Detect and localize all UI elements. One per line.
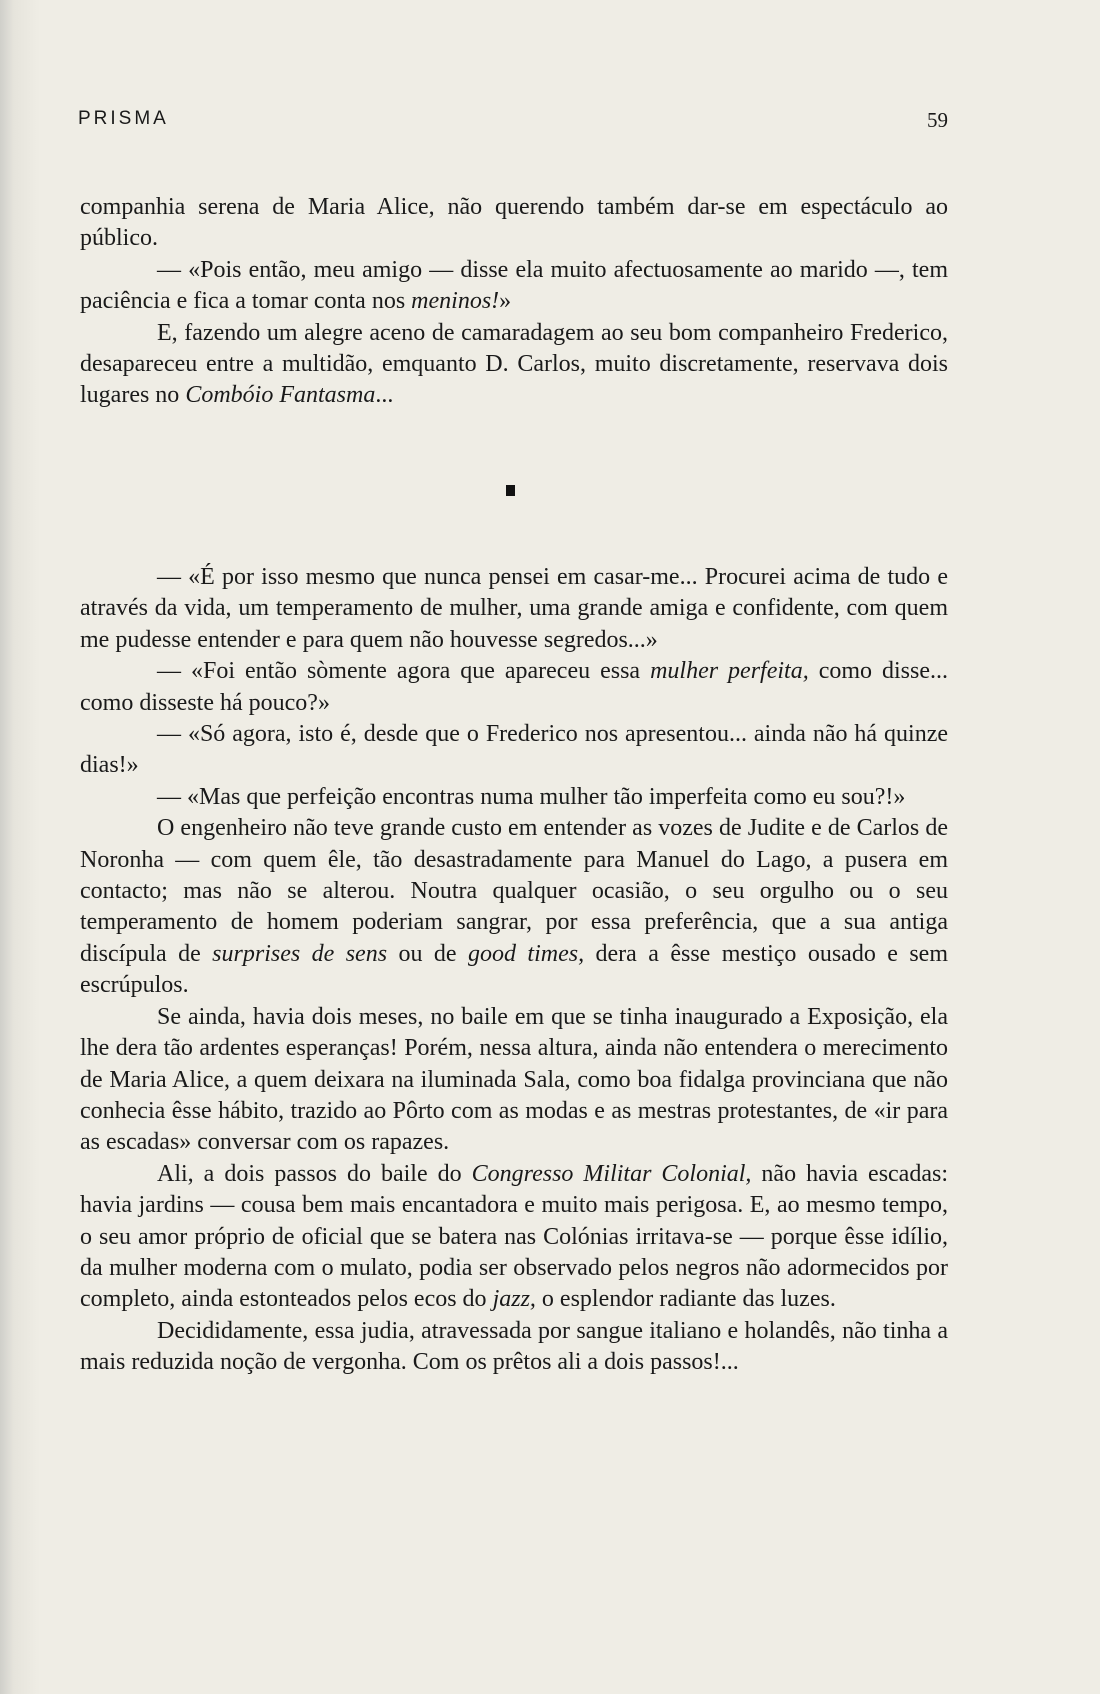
paragraph (80, 255, 948, 318)
text-block-lower (80, 562, 948, 1379)
paragraph (80, 318, 948, 412)
paragraph (80, 1002, 948, 1159)
page-number: 59 (927, 108, 948, 132)
text-run: como disse... como disseste há pouco?» (80, 658, 949, 716)
text-run: — «Só agora, isto é, desde que o Frederico nos apresentou... ainda não há quinze dias!» (80, 721, 948, 779)
text-run: — «Foi então sòmente agora que apareceu essa (157, 658, 651, 685)
text-run: » (499, 288, 512, 315)
italic-text-run: jazz, (492, 1286, 536, 1313)
text-run: O engenheiro não teve grande custo em entender as vozes de Judite e de Carlos de Noronha — com quem êle, tão desastradamente para Manuel do Lago, a pusera em contacto; mas não se alterou. Noutra qualquer ocasião, o seu orgulho ou o seu temperamento de homem poderiam sangrar, por essa preferência, que a sua antiga discípula de (80, 815, 948, 967)
paragraph (80, 719, 948, 782)
text-run: ... (375, 382, 394, 409)
text-run: Ali, a dois passos do baile do (157, 1160, 472, 1187)
italic-text-run: surprises de sens (212, 940, 388, 967)
text-run: dera a êsse mestiço ousado e sem escrúpulos. (80, 940, 948, 999)
paragraph (80, 1159, 948, 1316)
paragraph (80, 1316, 948, 1379)
paragraph (80, 192, 948, 255)
text-run: — «É por isso mesmo que nunca pensei em casar-me... Procurei acima de tudo e através da vida, um temperamento de mulher, uma grande amiga e confidente, com quem me pudesse entender e para quem não houvesse segredos...» (80, 564, 948, 653)
paragraph (80, 782, 948, 813)
italic-text-run: meninos! (411, 288, 500, 315)
text-run: ou de (387, 940, 468, 967)
paragraph (80, 813, 948, 1001)
text-run: Se ainda, havia dois meses, no baile em que se tinha inaugurado a Exposição, ela lhe dera tão ardentes esperanças! Porém, nessa altura, ainda não entendera o merecimento de Maria Alice, a quem deixara na iluminada Sala, como boa fidalga provinciana que não conhecia êsse hábito, trazido ao Pôrto com as modas e as mestras protestantes, de «ir para as escadas» conversar com os rapazes. (80, 1003, 948, 1156)
text-block-upper (80, 192, 948, 412)
text-run: — «Pois então, meu amigo — disse ela muito afectuosamente ao marido —, tem paciência e fica a tomar conta nos (80, 256, 948, 315)
text-run: companhia serena de Maria Alice, não querendo também dar-se em espectáculo ao público. (80, 194, 948, 252)
running-title: PRISMA (78, 108, 169, 129)
paragraph (80, 562, 948, 656)
italic-text-run: mulher perfeita, (650, 658, 809, 685)
italic-text-run: Combóio Fantasma (185, 382, 376, 409)
italic-text-run: Congresso Militar Colonial, (471, 1160, 752, 1187)
text-run: E, fazendo um alegre aceno de camaradagem ao seu bom companheiro Frederico, desapareceu entre a multidão, emquanto D. Carlos, muito discretamente, reservava dois lugares no (80, 319, 948, 409)
italic-text-run: good times, (468, 940, 585, 967)
text-run: Decididamente, essa judia, atravessada por sangue italiano e holandês, não tinha a mais reduzida noção de vergonha. Com os prêtos ali a dois passos!... (80, 1317, 948, 1376)
text-run: o esplendor radiante das luzes. (535, 1286, 836, 1313)
paragraph (80, 656, 948, 719)
text-run: não havia escadas: havia jardins — cousa bem mais encantadora e muito mais perigosa. E, ao mesmo tempo, o seu amor próprio de oficial que se batera nas Colónias irritava-se — porque êsse idílio, da mulher moderna com o mulato, podia ser observado pelos negros não adormecidos por completo, ainda estonteados pelos ecos do (80, 1160, 948, 1313)
section-separator-mark (506, 485, 515, 496)
text-run: — «Mas que perfeição encontras numa mulher tão imperfeita como eu sou?!» (157, 783, 906, 810)
